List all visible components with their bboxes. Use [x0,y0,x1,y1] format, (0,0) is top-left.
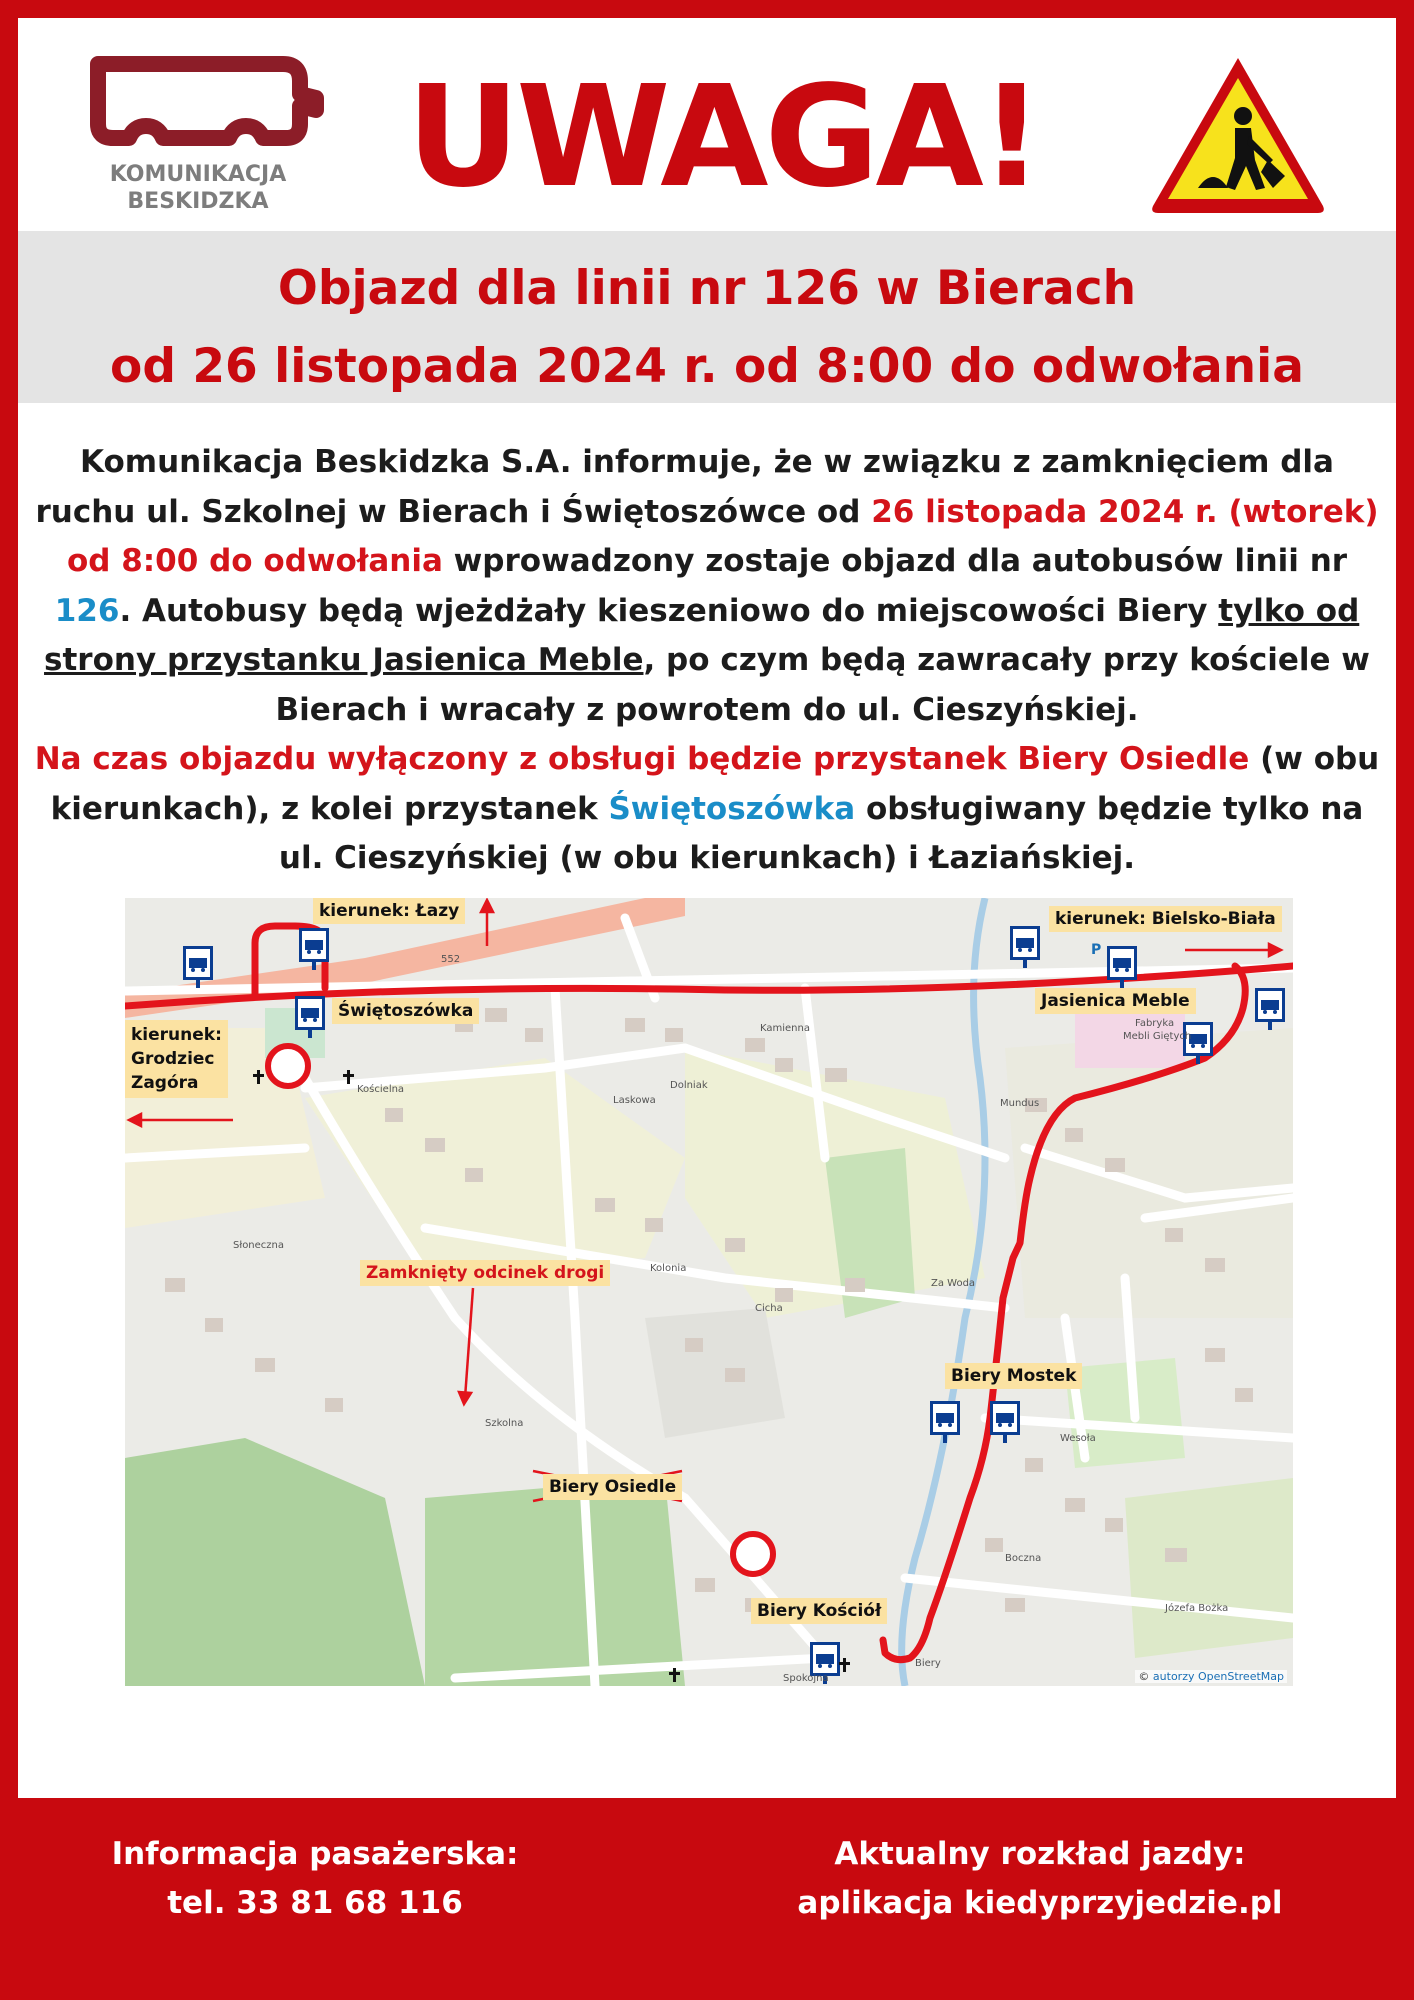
street-koscielna: Kościelna [357,1084,405,1095]
road-works-icon [1143,48,1333,223]
street-wesola: Wesoła [1060,1433,1096,1444]
text-part: , po czym będą zawracały przy kościele w Bierach i wracały z powrotem do ul. Cieszyńskiej. [275,642,1370,728]
footer [0,1818,1414,2000]
passenger-info-label: Informacja pasażerska: [111,1836,519,1872]
passenger-info-phone: tel. 33 81 68 116 [167,1885,463,1921]
street-cicha: Cicha [755,1303,783,1314]
label-stop-biery-osiedle: Biery Osiedle [543,1474,682,1500]
label-stop-swietoszowka: Świętoszówka [332,998,479,1024]
text-part: (w obu kierunkach), z kolei przystanek [50,741,1380,827]
map-attribution [1135,1670,1287,1683]
place-biery: Biery [915,1658,941,1669]
attribution-prefix: © [1138,1670,1153,1683]
place-mundus: Mundus [1000,1098,1040,1109]
announcement-text [33,438,1381,884]
text-part: wprowadzony zostaje objazd dla autobusów linii nr [442,543,1348,579]
street-boczna: Boczna [1005,1553,1042,1564]
street-sloneczna: Słoneczna [233,1240,285,1251]
attribution-link[interactable]: autorzy OpenStreetMap [1152,1670,1284,1683]
label-line: kierunek: [131,1025,222,1045]
bus-logo-icon [78,46,328,156]
street-szkolna: Szkolna [485,1418,524,1429]
timetable-label: Aktualny rozkład jazdy: [834,1836,1246,1872]
place-kolonia: Kolonia [650,1263,687,1274]
label-direction-lazy: kierunek: Łazy [313,898,465,924]
street-kamienna: Kamienna [760,1023,810,1034]
headline-line-2: od 26 listopada 2024 r. od 8:00 do odwołania [110,339,1304,394]
label-line: Grodziec [131,1049,215,1069]
map-canvas [125,898,1293,1686]
timetable-app: aplikacja kiedyprzyjedzie.pl [797,1885,1283,1921]
detour-map [125,898,1293,1686]
label-closed-section: Zamknięty odcinek drogi [360,1260,610,1286]
headline-band [18,231,1396,403]
page-title: UWAGA! [406,56,1040,219]
date-highlight: 26 listopada 2024 r. (wtorek) od 8:00 do odwołania [66,493,1379,579]
factory-label-2: Mebli Giętych [1123,1031,1192,1042]
disabled-stop-notice: Na czas objazdu wyłączony z obsługi będzie przystanek Biery Osiedle [34,741,1250,777]
logo [78,46,328,216]
logo-text [78,161,318,215]
factory-label-1: Fabryka [1135,1018,1175,1029]
timetable-info [790,1830,1290,1928]
headline-line-1: Objazd dla linii nr 126 w Bierach [277,261,1137,316]
logo-line-1: KOMUNIKACJA [109,162,287,187]
street-laskowa: Laskowa [613,1095,656,1106]
street-jozefa-bozka: Józefa Bożka [1165,1603,1229,1614]
label-line: Zagóra [131,1073,199,1093]
label-direction-grodziec [125,1020,228,1098]
text-part: obsługiwany będzie tylko na ul. Cieszyńskiej (w obu kierunkach) i Łaziańskiej. [278,790,1364,876]
road-552: 552 [441,954,461,965]
poster-page [18,18,1396,1798]
parking-label: P [1091,942,1102,958]
text-part: Komunikacja Beskidzka S.A. informuje, że w związku z zamknięciem dla ruchu ul. Szkolnej w Bierach i Świętoszówce od [35,444,1334,530]
street-spokojna: Spokojna [783,1673,829,1684]
underlined-note: tylko od strony przystanku Jasienica Meble [44,592,1360,678]
passenger-info [75,1830,555,1928]
logo-line-2: BESKIDZKA [127,189,269,214]
place-za-woda: Za Woda [931,1278,976,1289]
label-stop-jasienica-meble: Jasienica Meble [1035,988,1196,1014]
line-number-highlight: 126 [54,592,120,629]
place-dolniak: Dolniak [670,1080,708,1091]
stop-name-highlight: Świętoszówka [608,790,856,827]
text-part: . Autobusy będą wjeżdżały kieszeniowo do miejscowości Biery [119,592,1219,629]
label-stop-biery-mostek: Biery Mostek [945,1363,1082,1389]
label-direction-bielsko: kierunek: Bielsko-Biała [1049,906,1282,932]
label-stop-biery-kosciol: Biery Kościół [751,1598,887,1624]
